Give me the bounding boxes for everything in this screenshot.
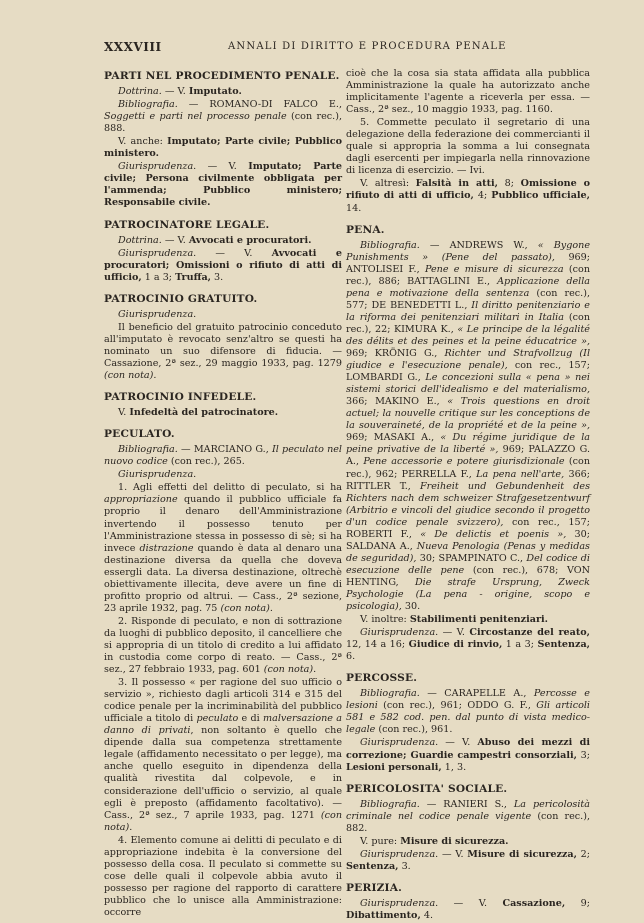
text: (con rec.), 577; DE BENEDETTI L., — [346, 287, 590, 311]
note: (con nota). — [104, 809, 342, 833]
paragraph — [104, 86, 342, 98]
paragraph: 5. Commette peculato il segretario di una delegazione della federazione dei commercianti il quale si appropria la somma a lui consegnata dagli esercenti per impiegarla nella rinnovazione di licenza di esercizio. — Ivi. — [346, 117, 590, 177]
text: (con rec.), 265. — [167, 456, 245, 468]
cross-ref: Sentenza, — [537, 639, 591, 651]
label: Giurisprudenza. — [360, 627, 439, 639]
text: — V. — [438, 627, 470, 639]
text: — V. — [196, 161, 249, 173]
text: (con rec.), 962; PERRELLA F., — [346, 456, 591, 480]
paragraph — [104, 616, 342, 676]
left-column — [104, 68, 342, 920]
cross-ref: Pubblico ufficiale, — [491, 190, 590, 202]
work-title: Il peculato nel nuovo codice — [104, 444, 342, 468]
text: (con rec.), 678; VON HENTING, — [346, 564, 591, 588]
text: 1, 3. — [441, 761, 467, 773]
note: (con nota). — [104, 370, 157, 382]
cross-ref: Misure di sicurezza. — [400, 835, 509, 847]
label: Giurisprudenza. — [360, 737, 439, 749]
paragraph — [346, 799, 590, 835]
text: — V. — [196, 247, 272, 259]
entry-title-parti: PARTI NEL PROCEDIMENTO PENALE. — [104, 70, 340, 82]
text: 3. — [398, 860, 411, 872]
text: 12, 14 a 16; — [346, 639, 409, 651]
text: 2. Risponde di peculato, e non di sottrazione da luoghi di pubblico deposito, il cancelliere che si appropria di un titolo di credito a lui affidato in custodia come corpo di reato. — Cass., 2ª sez., 27 febbraio 1933, pag. 601 — [104, 615, 342, 676]
paragraph — [346, 178, 590, 214]
text: — ROMANO-DI FALCO E., — [177, 99, 342, 111]
entry-title-pericolosita: PERICOLOSITA' SOCIALE. — [346, 782, 508, 795]
label: Bibliografia. — [360, 688, 420, 700]
page-number: XXXVIII — [104, 40, 162, 54]
text: — CARAPELLE A., — [419, 688, 534, 700]
work-title: « Du régime juridique de la peine privative de la liberté », — [346, 432, 591, 456]
paragraph: 4. Elemento comune ai delitti di peculato e di appropriazione indebita è la conversione del possesso della cosa. Il peculato si commette su cose delle quali il colpevole abbia avuto il possesso per ragione del rapporto di carattere pubblico che lo unisce alla Amministrazione: occorre — [104, 834, 342, 918]
work-title: Le concezioni sulla « pena » nei sistemi storici dell'idealismo e del materialismo, — [346, 372, 591, 396]
running-header — [104, 40, 618, 54]
text: 4. — [420, 910, 433, 922]
text: (con rec.), 961. — [375, 724, 453, 736]
work-title: Die strafe Ursprung, Zweck Psychologie (La pena - origine, scopo e psicologia), — [346, 576, 590, 613]
text: 969; KRÖNIG G., — [346, 348, 445, 360]
text: (con rec.), 888. — [104, 111, 342, 135]
entry-title-perizia: PERIZIA. — [346, 881, 402, 894]
text: V. inoltre: — [360, 614, 410, 626]
cross-ref: Misure di sicurezza, — [467, 848, 577, 860]
text: — ANDREWS W., — [419, 239, 538, 251]
text: V. anche: — [118, 136, 168, 148]
text: — V. — [161, 86, 189, 98]
text: Il beneficio del gratuito patrocinio conceduto all'imputato è revocato senz'altro se questi ha nominato un suo difensore di fiducia. — Cassazione, 2ª sez., 29 maggio 1933, pag. 1279 — [104, 321, 342, 369]
text: quando il pubblico ufficiale fa proprio il denaro dell'Amministrazione invertendo il possesso tenuto per l'Amministrazione stessa in possesso di sè; si ha invece — [104, 494, 342, 554]
paragraph — [104, 407, 342, 419]
work-title: « Bygone Punishments » (Pene del passato), — [346, 239, 591, 263]
text: V. altresì: — [360, 178, 416, 190]
cross-ref: Truffa, — [175, 271, 211, 283]
text: 366; RITTLER T., — [346, 468, 591, 492]
text: 1. Agli effetti del delitto di peculato, si ha — [118, 482, 342, 494]
label: Bibliografia. — [118, 99, 178, 111]
work-title: Soggetti e parti nel processo penale — [104, 111, 287, 123]
work-title: Pene e misure di sicurezza — [424, 263, 564, 275]
paragraph — [346, 737, 590, 773]
text: V. — [118, 407, 130, 419]
label: Giurisprudenza. — [360, 848, 439, 860]
cross-ref: Omissione o rifiuto di atti di ufficio, — [346, 178, 590, 202]
text: 30. — [401, 601, 421, 613]
cross-ref: Falsità in atti, — [415, 178, 499, 190]
work-title: « Trois questions en droit actuel; la nouvelle critique sur les conceptions de la souveraineté, de la propriété et de la peine », — [346, 396, 591, 432]
work-title: « Le principe de la légalité des délits et des peines et la peine éducatrice », — [346, 323, 590, 347]
label: Giurisprudenza. — [118, 161, 197, 173]
paragraph — [104, 99, 342, 135]
text: — MARCIANO G., — [177, 444, 272, 456]
paragraph — [104, 136, 342, 160]
text: — V. — [161, 234, 189, 246]
text: 30; SPAMPINATO C., — [416, 552, 527, 564]
running-title: ANNALI DI DIRITTO E PROCEDURA PENALE — [228, 41, 507, 52]
text: 3. Il possesso « per ragione del suo ufficio o servizio », richiesto dagli articoli 314 e 315 del codice penale per la incriminabilità del pubblico ufficiale a titolo di — [104, 677, 342, 725]
paragraph — [346, 849, 590, 873]
work-title: « De delictis et poenis », — [420, 528, 567, 540]
note: (con nota). — [263, 664, 317, 676]
paragraph — [104, 444, 342, 468]
text: 969; MASAKI A., — [346, 432, 441, 444]
entry-title-percosse: PERCOSSE. — [346, 672, 418, 685]
work-title: Del codice di esecuzione delle pene — [346, 552, 590, 576]
text: — RANIERI S., — [419, 798, 514, 810]
work-title: Il diritto penitenziario e la riforma dei penitenziari militari in Italia — [346, 299, 590, 323]
emph: appropriazione — [104, 494, 178, 506]
work-title: La pericolosità criminale nel codice penale vigente — [346, 798, 590, 822]
text: 1 a 3; — [141, 271, 176, 283]
work-title: Percosse e lesioni — [346, 688, 590, 712]
label: Giurisprudenza. — [118, 308, 197, 320]
text: , non soltanto è quello che dipende dalla sua competenza strettamente legale (affidamento necessitato o per legge), ma anche quello eseguito in dipendenza della qualità rivestita dal colpevole, e in considerazione dell'ufficio o servizio, al quale egli è preposto (affidamento facoltativo). — Cass., 2ª sez., 7 aprile 1933, pag. 1271 — [104, 725, 342, 821]
text: 3; — [576, 749, 590, 761]
text: — V. — [438, 737, 478, 749]
work-title: Applicazione della pena e motivazione della sentenza — [346, 275, 590, 299]
entry-title-patrocinio-infedele: PATROCINIO INFEDELE. — [104, 391, 257, 404]
paragraph — [346, 898, 590, 922]
entry-title-patrocinio-gratuito: PATROCINIO GRATUITO. — [104, 292, 258, 305]
paragraph — [104, 235, 342, 247]
text: 969; PALAZZO G. A., — [346, 444, 590, 468]
emph: peculato — [196, 713, 239, 725]
text: 969; ANTOLISEI F., — [346, 251, 590, 275]
text: 30; SALDANA A., — [346, 528, 590, 552]
entry-title-pena: PENA. — [346, 223, 385, 236]
cross-ref: Lesioni personali, — [346, 761, 442, 773]
text: 8; — [498, 178, 521, 190]
work-title: Richter und Strafvollzug (Il giudice e l'esecuzione penale), — [346, 348, 591, 372]
entry-title-peculato: PECULATO. — [104, 428, 175, 441]
text: — V. — [438, 848, 468, 860]
text: 2; — [576, 848, 590, 860]
text: 4; — [473, 190, 492, 202]
cross-ref: Cassazione, — [502, 898, 566, 909]
entry-title-patrocinatore: PATROCINATORE LEGALE. — [104, 218, 270, 231]
emph: malversazione a danno di privati — [104, 713, 342, 737]
paragraph — [346, 836, 590, 848]
right-column — [346, 68, 590, 923]
text: e di — [238, 713, 264, 725]
text: — V. — [438, 898, 503, 909]
work-title: La pena nell'arte, — [476, 468, 565, 480]
cross-ref: Circostanze del reato, — [469, 627, 590, 639]
label: Dottrina. — [118, 86, 162, 98]
text: con rec., 157; LOMBARDI G., — [346, 360, 590, 384]
paragraph — [104, 248, 342, 284]
label: Giurisprudenza. — [360, 898, 439, 909]
label: Giurisprudenza. — [118, 247, 197, 259]
paragraph — [104, 309, 342, 321]
text: (con rec.), 22; KIMURA K., — [346, 311, 590, 335]
paragraph — [346, 240, 590, 613]
cross-ref: Stabilimenti penitenziari. — [409, 614, 548, 626]
paragraph: cioè che la cosa sia stata affidata alla pubblica Amministrazione la quale ha autorizzato anche implicitamente l'agente a riceverla per essa. — Cass., 2ª sez., 10 maggio 1933, pag. 1160. — [346, 68, 590, 116]
text: 1 a 3; — [502, 639, 538, 651]
label: Bibliografia. — [118, 444, 178, 456]
cross-ref: Infedeltà del patrocinatore. — [129, 407, 279, 419]
paragraph — [104, 677, 342, 834]
cross-ref: Giudice di rinvio, — [408, 639, 503, 651]
work-title: Gli articoli 581 e 582 cod. pen. dal punto di vista medico-legale — [346, 700, 590, 736]
cross-ref: Avvocati e procuratori. — [188, 234, 312, 246]
text: V. pure: — [360, 835, 401, 847]
work-title: Pene accessorie e potere giurisdizionale — [363, 456, 565, 468]
cross-ref: Imputato; Parte civile; Pubblico ministero. — [104, 136, 342, 160]
cross-ref: Imputato; Parte civile; Persona civilmente obbligata per l'ammenda; Pubblico ministero; Responsabile civile. — [104, 161, 342, 209]
paragraph — [104, 482, 342, 615]
paragraph — [104, 322, 342, 382]
label: Bibliografia. — [360, 239, 420, 251]
work-title: Freiheit und Gebundenheit des Richters nach dem schweizer Strafgesetzentwurf (Arbitrio e vincoli del giudice secondo il progetto d'un codice penale svizzero), — [346, 480, 590, 528]
text: con rec., 157; ROBERTI F., — [346, 516, 590, 540]
text: (con rec.), 886; BATTAGLINI E., — [346, 263, 591, 287]
text: 3. — [211, 271, 224, 283]
paragraph — [104, 469, 342, 481]
text: (con rec.), 882. — [346, 810, 590, 834]
label: Giurisprudenza. — [118, 469, 197, 481]
cross-ref: Avvocati e procuratori; Omissioni o rifiuto di atti di ufficio, — [104, 247, 342, 283]
cross-ref: Abuso dei mezzi di correzione; Guardie campestri consorziali, — [346, 737, 590, 761]
cross-ref: Imputato. — [188, 86, 242, 98]
cross-ref: Sentenza, — [346, 860, 399, 872]
cross-ref: Dibattimento, — [346, 910, 421, 922]
text: 366; MAKINO E., — [346, 396, 448, 408]
paragraph — [346, 614, 590, 626]
label: Bibliografia. — [360, 798, 420, 810]
text: 9; — [565, 898, 590, 909]
label: Dottrina. — [118, 234, 162, 246]
text: 6. — [346, 651, 356, 663]
paragraph — [104, 161, 342, 209]
emph: distrazione — [139, 542, 194, 554]
paragraph — [346, 688, 590, 736]
paragraph — [346, 627, 590, 663]
text: quando è data al denaro una destinazione diversa da quella che doveva essergli data. La diversa destinazione, oltrechè obiettivamente illecita, deve avere un fine di profitto proprio od altrui. — Cass., 2ª sezione, 23 aprile 1932, pag. 75 — [104, 542, 342, 614]
work-title: Nueva Penologia (Penas y medidas de seguridad), — [346, 540, 590, 564]
text: 14. — [346, 202, 362, 214]
text: (con rec.), 961; ODDO G. F., — [377, 700, 537, 712]
note: (con nota). — [220, 602, 273, 614]
